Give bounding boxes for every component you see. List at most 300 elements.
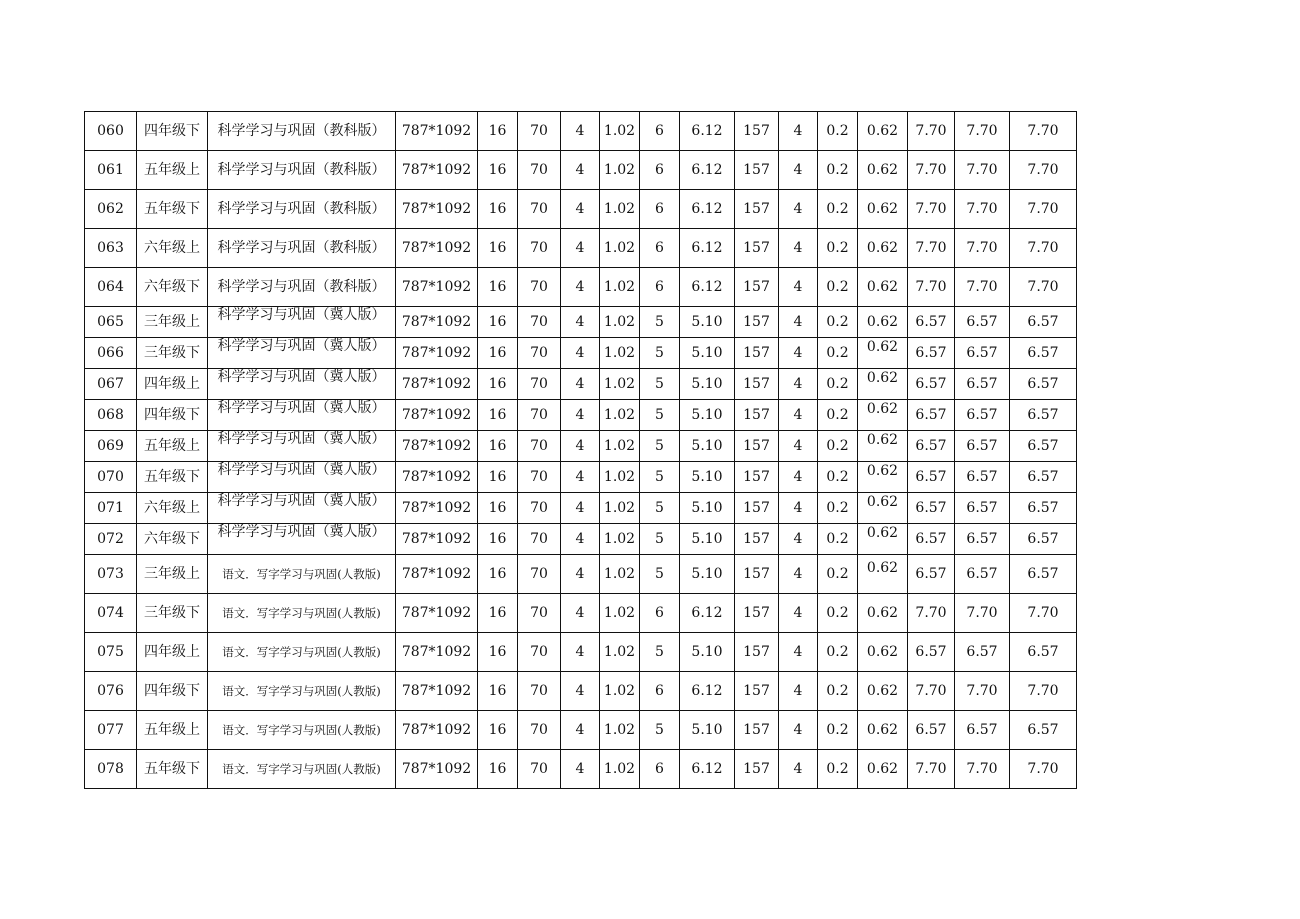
col-6-cell <box>518 400 561 431</box>
col-12-text: 4 <box>793 500 803 516</box>
price-2-text: 7.70 <box>966 279 998 295</box>
format-cell <box>478 524 518 555</box>
col-14-text: 0.62 <box>866 432 899 448</box>
col-12-text: 4 <box>793 531 803 547</box>
col-14-cell <box>858 672 908 711</box>
col-6-text: 70 <box>530 279 548 295</box>
format-text: 16 <box>488 531 507 547</box>
book-title-cell <box>208 750 396 789</box>
price-3-text: 7.70 <box>1027 123 1059 139</box>
format-cell <box>478 462 518 493</box>
col-7-cell <box>561 462 600 493</box>
col-8-cell <box>600 112 640 151</box>
col-12-cell <box>779 307 818 338</box>
price-3-cell <box>1010 431 1077 462</box>
col-7-cell <box>561 431 600 462</box>
col-6-cell <box>518 190 561 229</box>
grade-cell <box>137 633 208 672</box>
col-7-cell <box>561 190 600 229</box>
col-11-cell <box>735 493 779 524</box>
col-13-text: 0.2 <box>826 407 849 423</box>
col-6-cell <box>518 524 561 555</box>
sheets-cell <box>640 594 680 633</box>
col-8-text: 1.02 <box>603 761 636 777</box>
col-8-text: 1.02 <box>603 162 636 178</box>
col-14-text: 0.62 <box>866 201 899 217</box>
serial-no-text: 078 <box>97 761 124 777</box>
sheets-text: 6 <box>655 123 664 139</box>
col-10-text: 6.12 <box>691 279 723 295</box>
serial-no-text: 064 <box>97 279 124 295</box>
col-11-cell <box>735 400 779 431</box>
col-8-text: 1.02 <box>603 644 636 660</box>
book-title-text: 语文．写字学习与巩固(人教版) <box>222 606 381 620</box>
price-2-text: 6.57 <box>966 469 998 485</box>
grade-cell <box>137 555 208 594</box>
sheets-text: 5 <box>655 566 664 582</box>
price-table <box>84 111 1077 789</box>
col-12-cell <box>779 555 818 594</box>
price-2-cell <box>955 268 1010 307</box>
col-11-text: 157 <box>743 605 770 621</box>
format-text: 16 <box>488 566 507 582</box>
col-7-text: 4 <box>575 376 585 392</box>
price-3-cell <box>1010 594 1077 633</box>
book-title-cell <box>208 594 396 633</box>
col-13-cell <box>818 750 858 789</box>
col-8-cell <box>600 190 640 229</box>
price-cell <box>908 555 955 594</box>
book-title-cell <box>208 524 396 555</box>
col-12-text: 4 <box>793 438 803 454</box>
price-text: 6.57 <box>915 500 947 516</box>
col-12-cell <box>779 750 818 789</box>
table-row <box>85 555 1077 594</box>
col-7-text: 4 <box>575 162 585 178</box>
book-title-text: 科学学习与巩固（教科版） <box>217 240 386 256</box>
book-title-text: 科学学习与巩固（冀人版） <box>217 493 386 509</box>
paper-size-text: 787*1092 <box>401 345 472 361</box>
paper-size-text: 787*1092 <box>401 279 472 295</box>
price-cell <box>908 672 955 711</box>
col-14-text: 0.62 <box>866 722 899 738</box>
col-12-cell <box>779 524 818 555</box>
col-11-cell <box>735 338 779 369</box>
col-12-cell <box>779 229 818 268</box>
col-8-text: 1.02 <box>603 407 636 423</box>
book-title-text: 科学学习与巩固（冀人版） <box>217 462 386 478</box>
book-title-cell <box>208 229 396 268</box>
col-7-text: 4 <box>575 469 585 485</box>
col-8-cell <box>600 462 640 493</box>
format-text: 16 <box>488 201 507 217</box>
sheets-text: 6 <box>655 683 664 699</box>
col-7-cell <box>561 711 600 750</box>
paper-size-text: 787*1092 <box>401 566 472 582</box>
col-14-text: 0.62 <box>866 240 899 256</box>
col-13-cell <box>818 229 858 268</box>
col-13-cell <box>818 369 858 400</box>
col-14-cell <box>858 462 908 493</box>
col-12-text: 4 <box>793 644 803 660</box>
serial-no-text: 077 <box>97 722 124 738</box>
grade-cell <box>137 750 208 789</box>
col-7-cell <box>561 268 600 307</box>
col-7-text: 4 <box>575 644 585 660</box>
serial-no-text: 065 <box>97 314 124 330</box>
book-title-text: 科学学习与巩固（教科版） <box>217 123 386 139</box>
col-11-text: 157 <box>743 644 770 660</box>
col-13-text: 0.2 <box>826 162 849 178</box>
grade-cell <box>137 229 208 268</box>
col-12-text: 4 <box>793 240 803 256</box>
serial-no-cell <box>85 594 137 633</box>
col-14-text: 0.62 <box>866 605 899 621</box>
col-8-text: 1.02 <box>603 531 636 547</box>
price-cell <box>908 750 955 789</box>
price-3-cell <box>1010 493 1077 524</box>
paper-size-text: 787*1092 <box>401 162 472 178</box>
col-8-cell <box>600 594 640 633</box>
col-10-text: 5.10 <box>691 566 723 582</box>
col-14-cell <box>858 431 908 462</box>
price-3-text: 7.70 <box>1027 605 1059 621</box>
paper-size-text: 787*1092 <box>401 469 472 485</box>
col-8-cell <box>600 555 640 594</box>
col-13-cell <box>818 555 858 594</box>
price-3-cell <box>1010 338 1077 369</box>
col-6-cell <box>518 711 561 750</box>
price-3-cell <box>1010 555 1077 594</box>
grade-text: 五年级上 <box>144 722 200 738</box>
price-2-text: 7.70 <box>966 605 998 621</box>
paper-size-cell <box>396 229 478 268</box>
col-8-cell <box>600 369 640 400</box>
table-row <box>85 462 1077 493</box>
col-10-cell <box>680 750 735 789</box>
col-12-cell <box>779 672 818 711</box>
table-row <box>85 338 1077 369</box>
serial-no-text: 063 <box>97 240 124 256</box>
book-title-text: 科学学习与巩固（冀人版） <box>217 369 386 385</box>
sheets-text: 6 <box>655 162 664 178</box>
col-7-text: 4 <box>575 345 585 361</box>
price-3-text: 6.57 <box>1027 644 1059 660</box>
col-8-cell <box>600 750 640 789</box>
col-10-cell <box>680 672 735 711</box>
price-cell <box>908 711 955 750</box>
price-3-text: 6.57 <box>1027 314 1059 330</box>
col-10-text: 6.12 <box>691 683 723 699</box>
col-8-cell <box>600 633 640 672</box>
col-8-cell <box>600 229 640 268</box>
col-13-cell <box>818 462 858 493</box>
serial-no-text: 072 <box>97 531 124 547</box>
col-14-cell <box>858 229 908 268</box>
serial-no-text: 074 <box>97 605 124 621</box>
col-11-cell <box>735 524 779 555</box>
col-10-text: 5.10 <box>691 345 723 361</box>
book-title-cell <box>208 633 396 672</box>
table-row <box>85 750 1077 789</box>
col-13-text: 0.2 <box>826 438 849 454</box>
grade-text: 五年级下 <box>144 469 200 485</box>
book-title-cell <box>208 431 396 462</box>
col-10-text: 6.12 <box>691 605 723 621</box>
col-6-text: 70 <box>530 531 548 547</box>
price-2-text: 6.57 <box>966 376 998 392</box>
price-2-cell <box>955 711 1010 750</box>
table-row <box>85 307 1077 338</box>
col-12-text: 4 <box>793 162 803 178</box>
paper-size-text: 787*1092 <box>401 438 472 454</box>
format-cell <box>478 268 518 307</box>
col-12-cell <box>779 462 818 493</box>
format-text: 16 <box>488 761 507 777</box>
price-cell <box>908 307 955 338</box>
price-2-text: 7.70 <box>966 123 998 139</box>
col-6-cell <box>518 750 561 789</box>
col-6-text: 70 <box>530 644 548 660</box>
price-2-cell <box>955 369 1010 400</box>
serial-no-cell <box>85 112 137 151</box>
price-2-text: 7.70 <box>966 240 998 256</box>
col-11-cell <box>735 594 779 633</box>
col-8-cell <box>600 524 640 555</box>
col-7-text: 4 <box>575 240 585 256</box>
col-13-text: 0.2 <box>826 722 849 738</box>
grade-text: 三年级下 <box>144 605 200 621</box>
serial-no-cell <box>85 338 137 369</box>
paper-size-text: 787*1092 <box>401 201 472 217</box>
col-12-cell <box>779 711 818 750</box>
col-6-text: 70 <box>530 201 548 217</box>
col-6-cell <box>518 594 561 633</box>
col-10-text: 6.12 <box>691 240 723 256</box>
grade-cell <box>137 151 208 190</box>
col-13-text: 0.2 <box>826 201 849 217</box>
col-11-text: 157 <box>743 345 770 361</box>
col-14-cell <box>858 493 908 524</box>
col-14-text: 0.62 <box>866 560 899 576</box>
col-8-cell <box>600 338 640 369</box>
price-text: 6.57 <box>915 469 947 485</box>
price-3-cell <box>1010 400 1077 431</box>
price-text: 6.57 <box>915 345 947 361</box>
price-2-cell <box>955 524 1010 555</box>
price-3-text: 6.57 <box>1027 345 1059 361</box>
col-6-cell <box>518 633 561 672</box>
col-13-text: 0.2 <box>826 376 849 392</box>
grade-text: 六年级上 <box>144 500 200 516</box>
book-title-text: 科学学习与巩固（冀人版） <box>217 307 386 323</box>
col-12-text: 4 <box>793 566 803 582</box>
price-2-cell <box>955 307 1010 338</box>
sheets-cell <box>640 307 680 338</box>
col-11-text: 157 <box>743 761 770 777</box>
book-title-text: 科学学习与巩固（冀人版） <box>217 431 386 447</box>
price-cell <box>908 493 955 524</box>
format-cell <box>478 431 518 462</box>
col-10-text: 5.10 <box>691 722 723 738</box>
col-8-cell <box>600 672 640 711</box>
table-row <box>85 112 1077 151</box>
serial-no-text: 071 <box>97 500 124 516</box>
price-3-cell <box>1010 112 1077 151</box>
col-14-cell <box>858 524 908 555</box>
grade-cell <box>137 711 208 750</box>
col-13-text: 0.2 <box>826 314 849 330</box>
col-10-text: 5.10 <box>691 644 723 660</box>
col-7-cell <box>561 594 600 633</box>
paper-size-cell <box>396 633 478 672</box>
format-cell <box>478 493 518 524</box>
serial-no-cell <box>85 431 137 462</box>
col-11-cell <box>735 229 779 268</box>
sheets-cell <box>640 369 680 400</box>
col-13-text: 0.2 <box>826 761 849 777</box>
price-3-cell <box>1010 524 1077 555</box>
grade-text: 四年级下 <box>144 683 200 699</box>
price-3-text: 6.57 <box>1027 469 1059 485</box>
format-cell <box>478 400 518 431</box>
format-cell <box>478 307 518 338</box>
price-2-text: 7.70 <box>966 683 998 699</box>
book-title-cell <box>208 555 396 594</box>
book-title-text: 科学学习与巩固（教科版） <box>217 279 386 295</box>
col-12-cell <box>779 338 818 369</box>
grade-text: 六年级上 <box>144 240 200 256</box>
col-14-text: 0.62 <box>866 463 899 479</box>
price-3-text: 7.70 <box>1027 279 1059 295</box>
price-cell <box>908 633 955 672</box>
table-row <box>85 594 1077 633</box>
serial-no-text: 062 <box>97 201 124 217</box>
paper-size-text: 787*1092 <box>401 500 472 516</box>
col-12-text: 4 <box>793 469 803 485</box>
col-7-cell <box>561 555 600 594</box>
col-8-text: 1.02 <box>603 240 636 256</box>
paper-size-cell <box>396 151 478 190</box>
paper-size-text: 787*1092 <box>401 314 472 330</box>
price-2-text: 6.57 <box>966 644 998 660</box>
sheets-text: 5 <box>655 469 664 485</box>
book-title-cell <box>208 190 396 229</box>
sheets-text: 6 <box>655 761 664 777</box>
col-12-text: 4 <box>793 407 803 423</box>
grade-text: 五年级下 <box>144 201 200 217</box>
col-6-cell <box>518 338 561 369</box>
price-3-text: 7.70 <box>1027 240 1059 256</box>
col-6-cell <box>518 369 561 400</box>
col-14-text: 0.62 <box>866 339 899 355</box>
price-3-cell <box>1010 750 1077 789</box>
col-7-text: 4 <box>575 683 585 699</box>
price-2-cell <box>955 750 1010 789</box>
col-10-cell <box>680 400 735 431</box>
table-row <box>85 190 1077 229</box>
col-7-cell <box>561 229 600 268</box>
serial-no-cell <box>85 711 137 750</box>
serial-no-cell <box>85 750 137 789</box>
format-text: 16 <box>488 500 507 516</box>
col-12-text: 4 <box>793 376 803 392</box>
col-12-cell <box>779 431 818 462</box>
col-13-cell <box>818 493 858 524</box>
col-6-text: 70 <box>530 722 548 738</box>
serial-no-cell <box>85 462 137 493</box>
book-title-cell <box>208 112 396 151</box>
paper-size-text: 787*1092 <box>401 761 472 777</box>
grade-text: 五年级上 <box>144 162 200 178</box>
col-12-text: 4 <box>793 605 803 621</box>
paper-size-cell <box>396 431 478 462</box>
col-11-text: 157 <box>743 566 770 582</box>
serial-no-cell <box>85 151 137 190</box>
col-6-cell <box>518 229 561 268</box>
col-13-text: 0.2 <box>826 345 849 361</box>
price-2-cell <box>955 493 1010 524</box>
col-11-text: 157 <box>743 240 770 256</box>
col-11-cell <box>735 431 779 462</box>
col-10-cell <box>680 431 735 462</box>
price-3-cell <box>1010 151 1077 190</box>
grade-text: 六年级下 <box>144 531 200 547</box>
col-12-cell <box>779 493 818 524</box>
serial-no-text: 075 <box>97 644 124 660</box>
sheets-text: 5 <box>655 500 664 516</box>
col-6-cell <box>518 112 561 151</box>
table-row <box>85 711 1077 750</box>
sheets-cell <box>640 462 680 493</box>
col-14-text: 0.62 <box>866 761 899 777</box>
col-12-text: 4 <box>793 345 803 361</box>
price-text: 6.57 <box>915 722 947 738</box>
col-10-text: 6.12 <box>691 761 723 777</box>
sheets-cell <box>640 268 680 307</box>
paper-size-text: 787*1092 <box>401 644 472 660</box>
col-10-cell <box>680 555 735 594</box>
paper-size-cell <box>396 672 478 711</box>
paper-size-cell <box>396 462 478 493</box>
table-row <box>85 369 1077 400</box>
col-13-text: 0.2 <box>826 240 849 256</box>
col-6-text: 70 <box>530 566 548 582</box>
grade-cell <box>137 672 208 711</box>
col-6-text: 70 <box>530 438 548 454</box>
col-8-cell <box>600 151 640 190</box>
book-title-text: 科学学习与巩固（冀人版） <box>217 400 386 416</box>
col-10-text: 6.12 <box>691 123 723 139</box>
col-13-cell <box>818 400 858 431</box>
paper-size-cell <box>396 190 478 229</box>
format-text: 16 <box>488 407 507 423</box>
col-14-text: 0.62 <box>866 162 899 178</box>
serial-no-text: 060 <box>97 123 124 139</box>
format-text: 16 <box>488 605 507 621</box>
col-12-cell <box>779 268 818 307</box>
paper-size-text: 787*1092 <box>401 722 472 738</box>
col-7-text: 4 <box>575 279 585 295</box>
col-11-text: 157 <box>743 201 770 217</box>
grade-cell <box>137 190 208 229</box>
serial-no-cell <box>85 524 137 555</box>
table-row <box>85 633 1077 672</box>
paper-size-cell <box>396 750 478 789</box>
col-10-text: 5.10 <box>691 314 723 330</box>
col-13-text: 0.2 <box>826 469 849 485</box>
col-6-text: 70 <box>530 761 548 777</box>
